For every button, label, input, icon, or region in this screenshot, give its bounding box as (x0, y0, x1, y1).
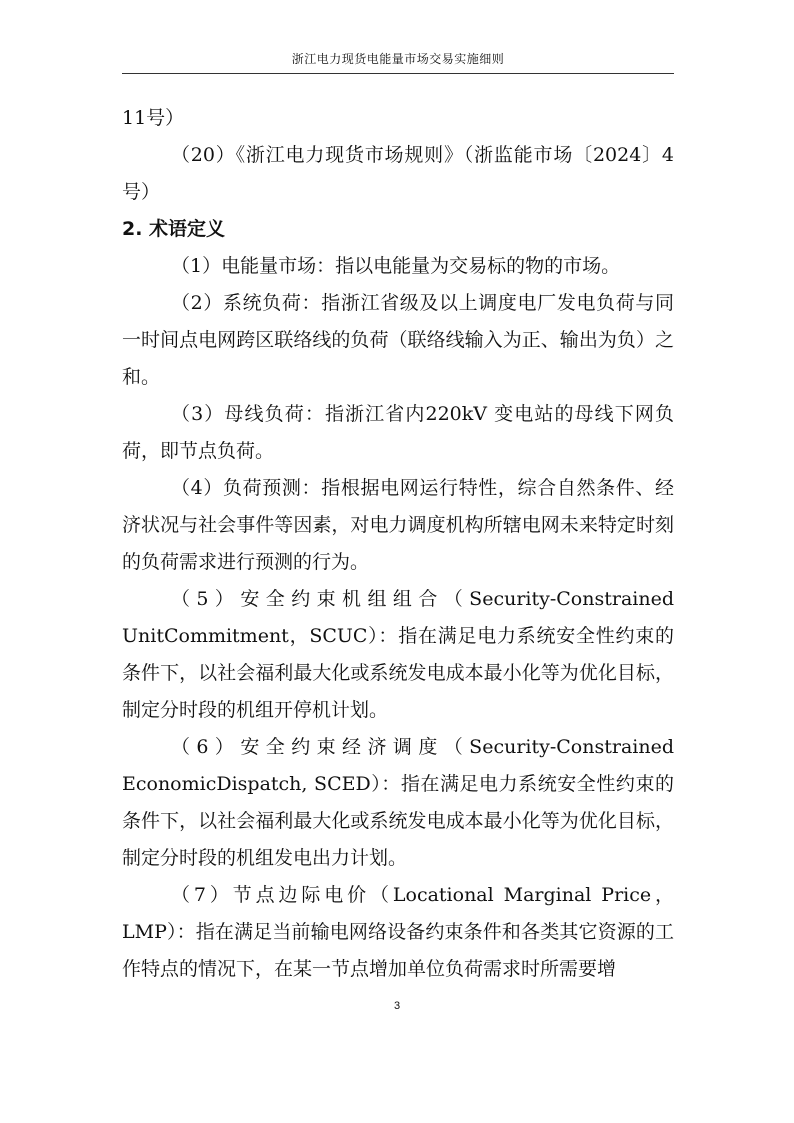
term-definition: （6）安全约束经济调度（Security-Constrained EconomicDispatch, SCED）：指在满足电力系统安全性约束的条件下，以社会福利最大化或系统发电成本最小化等为优化目标，制定分时段的机组发电出力计划。 (122, 736, 674, 869)
reference-item-20: （20）《浙江电力现货市场规则》（浙监能市场〔2024〕4号） (122, 144, 674, 203)
term-definition: （3）母线负荷：指浙江省内220kV 变电站的母线下网负荷，即节点负荷。 (122, 403, 674, 462)
term-definition: （1）电能量市场：指以电能量为交易标的物的市场。 (171, 255, 621, 277)
header-divider (122, 73, 674, 74)
term-definition: （4）负荷预测：指根据电网运行特性，综合自然条件、经济状况与社会事件等因素，对电力调度机构所辖电网未来特定时刻的负荷需求进行预测的行为。 (122, 477, 674, 573)
term-definition: （5）安全约束机组组合（Security-Constrained UnitCommitment，SCUC）：指在满足电力系统安全性约束的条件下，以社会福利最大化或系统发电成本最小化等为优化目标，制定分时段的机组开停机计划。 (122, 588, 674, 721)
term-definition: （7）节点边际电价（Locational Marginal Price，LMP）：指在满足当前输电网络设备约束条件和各类其它资源的工作特点的情况下，在某一节点增加单位负荷需求时所需要增 (122, 884, 674, 980)
term-definition: （2）系统负荷：指浙江省级及以上调度电厂发电负荷与同一时间点电网跨区联络线的负荷（联络线输入为正、输出为负）之和。 (122, 292, 674, 388)
document-body (122, 100, 674, 988)
continuation-text: 11号） (122, 107, 185, 129)
running-header: 浙江电力现货电能量市场交易实施细则 (291, 52, 505, 66)
page-number: 3 (393, 1000, 401, 1012)
section-heading: 2. 术语定义 (122, 218, 226, 240)
